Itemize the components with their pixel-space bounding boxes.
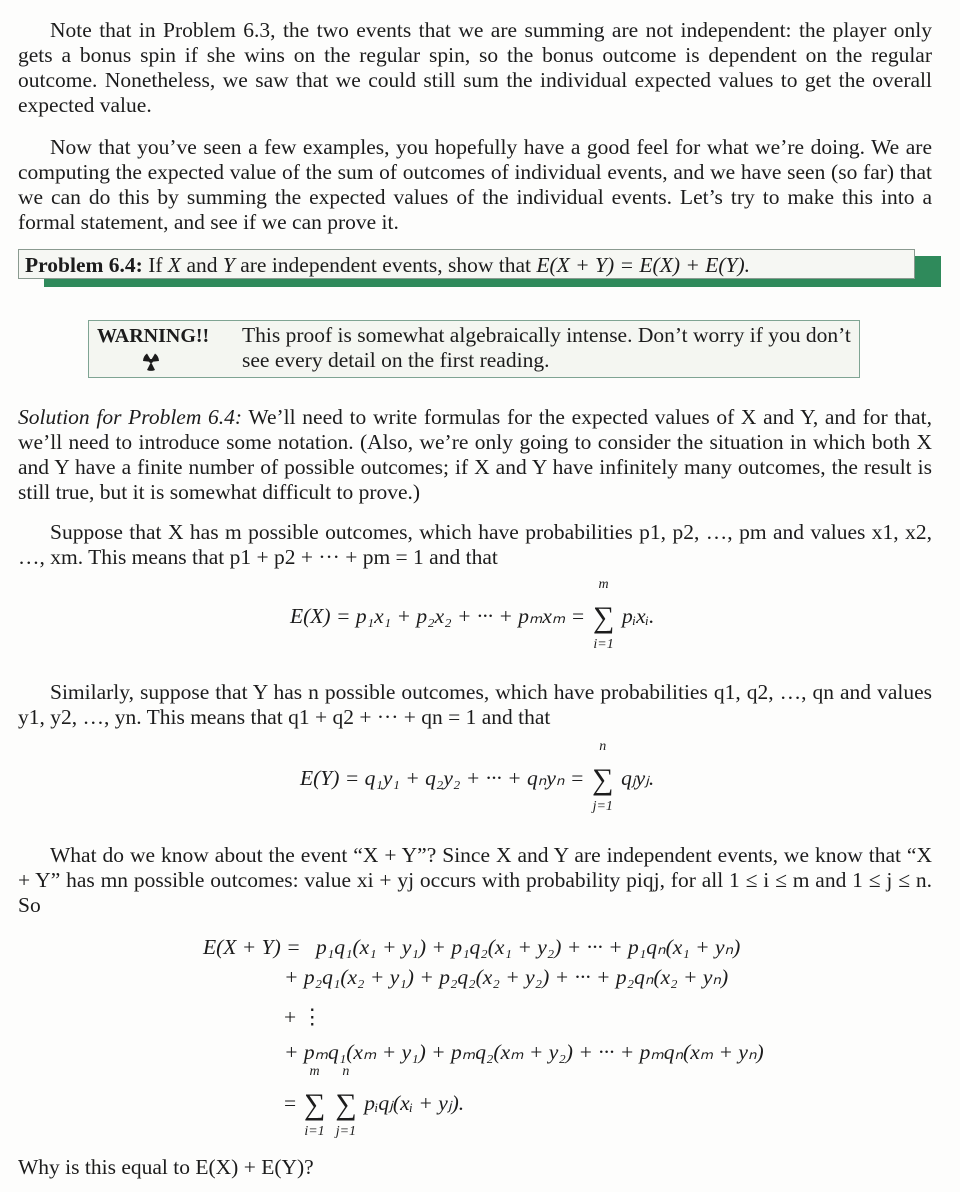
equation-line-5-double-sum: = m ∑ i=1 n ∑ j=1 pᵢqⱼ(xᵢ + yⱼ). — [284, 1064, 465, 1139]
equation-expected-x — [290, 577, 655, 652]
sum-symbol-i: m ∑ i=1 — [303, 1064, 326, 1139]
paragraph-suppose-y: Similarly, suppose that Y has n possible outcomes, which have probabilities q1, q2, …, qn and values y1, y2, …, yn. This means that q1 + q2 + ··· + qn = 1 and that — [18, 680, 932, 729]
paragraph-intro-formal-statement: Now that you’ve seen a few examples, you hopefully have a good feel for what we’re doing. We are computing the expected value of the sum of outcomes of individual events, and we have seen (so far) that we can do this by summing the expected values of the individual events. Let’s try to make this into a formal statement, and see if we can prove it. — [18, 135, 932, 234]
eq-ex-term: pᵢxᵢ. — [621, 603, 655, 628]
sum-symbol: n ∑ j=1 — [592, 739, 614, 814]
solution-label: Solution for Problem 6.4: — [18, 405, 243, 429]
equation-line-3-ellipsis: + ⋮ — [284, 1005, 324, 1029]
radiation-icon — [141, 351, 161, 371]
problem-var-y: Y — [222, 253, 235, 277]
problem-text-post: are independent events, show that — [240, 253, 531, 277]
problem-label: Problem 6.4: — [25, 253, 143, 277]
problem-box — [18, 249, 915, 279]
solution-paragraph — [18, 405, 932, 505]
equation-expected-y — [300, 739, 655, 814]
paragraph-event-x-plus-y: What do we know about the event “X + Y”? Since X and Y are independent events, we know that “X + Y” has mn possible outcomes: value xi + yj occurs with probability piqj, for all 1 ≤ i ≤ m and 1 ≤ j ≤ n. So — [18, 843, 932, 917]
eq-ey-lhs: E(Y) = q₁y₁ + q₂y₂ + ··· + qₙyₙ = — [300, 765, 585, 790]
sum-symbol-j: n ∑ j=1 — [335, 1064, 357, 1139]
sum-symbol: m ∑ i=1 — [592, 577, 615, 652]
problem-text-and: and — [186, 253, 218, 277]
equation-line-2: + p₂q₁(x₂ + y₁) + p₂q₂(x₂ + y₂) + ··· + p₂qₙ(x₂ + yₙ) — [284, 965, 729, 989]
eq-ex-lhs: E(X) = p₁x₁ + p₂x₂ + ··· + pₘxₘ = — [290, 603, 586, 628]
paragraph-suppose-x: Suppose that X has m possible outcomes, which have probabilities p1, p2, …, pm and values x1, x2, …, xm. This means that p1 + p2 + ··· + pm = 1 and that — [18, 520, 932, 569]
warning-label: WARNING!! — [97, 325, 210, 347]
warning-text: This proof is somewhat algebraically intense. Don’t worry if you don’t see every detail on the first reading. — [242, 323, 851, 372]
equation-expected-sum-lhs: E(X + Y) = — [203, 935, 301, 959]
problem-text-pre: If — [148, 253, 163, 277]
equation-line-1: p₁q₁(x₁ + y₁) + p₁q₂(x₁ + y₂) + ··· + p₁qₙ(x₁ + yₙ) — [316, 935, 741, 959]
problem-equation: E(X + Y) = E(X) + E(Y). — [536, 253, 751, 277]
equation-line-4: + pₘq₁(xₘ + y₁) + pₘq₂(xₘ + y₂) + ··· + pₘqₙ(xₘ + yₙ) — [284, 1040, 764, 1064]
warning-box — [88, 320, 860, 378]
problem-var-x: X — [167, 253, 182, 277]
closing-question: Why is this equal to E(X) + E(Y)? — [18, 1155, 314, 1179]
paragraph-note-problem-6-3: Note that in Problem 6.3, the two events that we are summing are not independent: the player only gets a bonus spin if she wins on the regular spin, so the bonus outcome is dependent on the regular outcome. Nonetheless, we saw that we could still sum the individual expected values to get the overall expected value. — [18, 18, 932, 117]
eq-ey-term: qⱼyⱼ. — [621, 765, 655, 790]
solution-text: We’ll need to write formulas for the expected values of X and Y, and for that, we’ll need to introduce some notation. (Also, we’re only going to consider the situation in which both X and Y have a finite number of possible outcomes; if X and Y have infinitely many outcomes, the result is still true, but it is somewhat difficult to prove.) — [18, 405, 932, 504]
